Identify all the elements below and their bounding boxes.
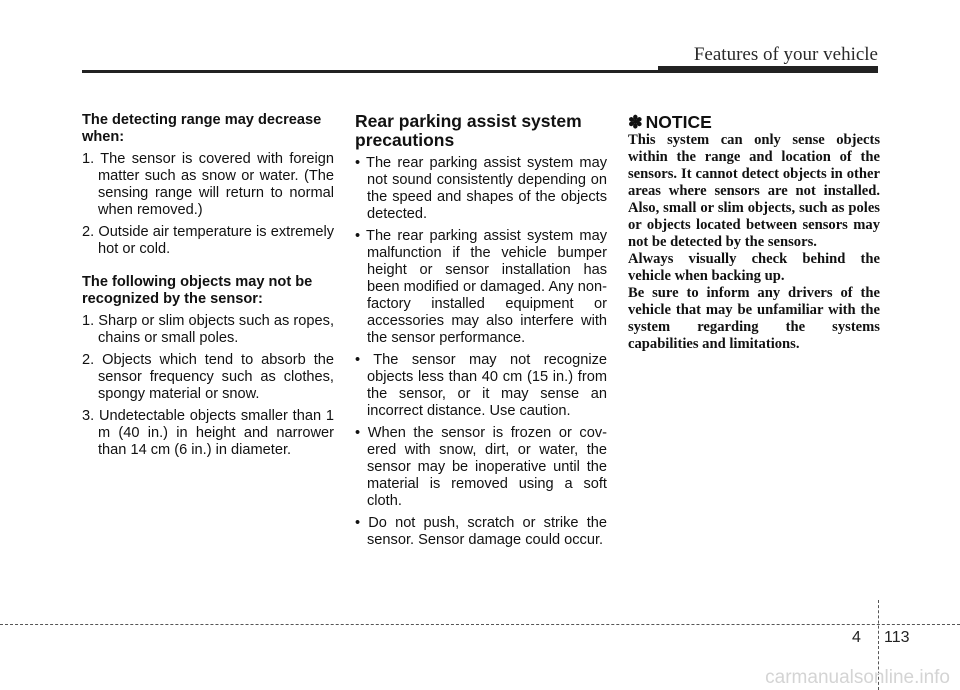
bullet-item: • When the sensor is frozen or cov- ered with snow, dirt, or water, the sensor may be inoperative until the material is removed using a soft cloth.	[355, 425, 607, 509]
notice-paragraph: Always visually check behind the vehicle when backing up.	[628, 251, 880, 284]
list-item: 2. Outside air temperature is extremely hot or cold.	[82, 224, 334, 257]
list-item: 1. The sensor is covered with foreign matter such as snow or water. (The sensing range will return to normal when removed.)	[82, 151, 334, 218]
bullet-item: • The rear parking assist system may not sound consistently depending on the speed and shapes of the objects detected.	[355, 155, 607, 222]
list-item: 2. Objects which tend to absorb the sensor frequency such as clothes, spongy material or snow.	[82, 352, 334, 402]
column-2	[355, 112, 607, 549]
bullet-item: • Do not push, scratch or strike the sensor. Sensor damage could occur.	[355, 515, 607, 548]
page-number: 113	[884, 629, 910, 646]
column-1	[82, 112, 334, 459]
chapter-number: 4	[852, 629, 861, 646]
bullet-item: • The sensor may not recognize objects less than 40 cm (15 in.) from the sensor, or it may sense an incorrect distance. Use caution.	[355, 352, 607, 419]
header-title: Features of your vehicle	[693, 44, 878, 65]
notice-paragraph: This system can only sense objects within the range and location of the sensors. It cannot detect objects in other areas where sensors are not installed. Also, small or slim objects, such as poles or objects located between sensors may not be detected by the sensors.	[628, 132, 880, 250]
unrecognized-objects-heading: The following objects may not be recognized by the sensor:	[82, 274, 313, 307]
precautions-heading: Rear parking assist system precautions	[355, 111, 582, 150]
detecting-range-heading: The detecting range may decrease when:	[82, 112, 322, 145]
list-item: 3. Undetectable objects smaller than 1 m (40 in.) in height and narrower than 14 cm (6 in.) in diameter.	[82, 408, 334, 458]
watermark: carmanualsonline.info	[765, 667, 950, 688]
notice-heading: ✽ NOTICE	[628, 112, 712, 132]
list-item: 1. Sharp or slim objects such as ropes, chains or small poles.	[82, 313, 334, 346]
notice-paragraph: Be sure to inform any drivers of the vehicle that may be unfamiliar with the system regarding the systems capabilities and limitations.	[628, 285, 880, 352]
bullet-item: • The rear parking assist system may malfunction if the vehicle bumper height or sensor installation has been modified or damaged. Any non-factory installed equipment or accessories may also interfere with the sensor performance.	[355, 228, 607, 346]
notice-box	[628, 112, 880, 353]
notice-mark-icon: ✽	[628, 112, 643, 132]
header-rule-accent	[658, 66, 878, 72]
footer-rule	[0, 624, 960, 625]
